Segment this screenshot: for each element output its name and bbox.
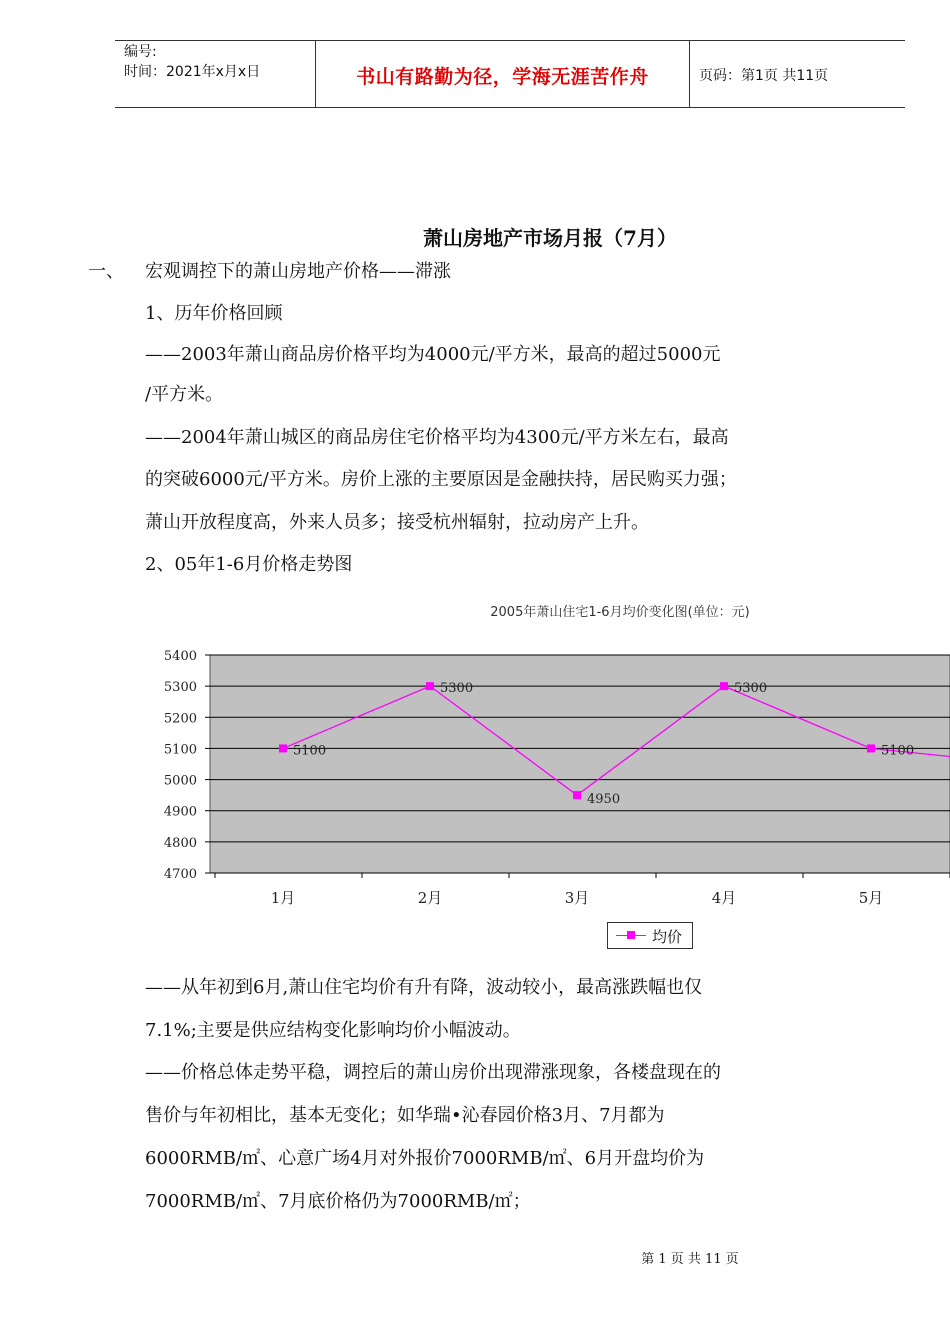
doc-title: 萧山房地产市场月报（7月） <box>423 226 677 250</box>
data-point <box>426 682 434 690</box>
paragraph-4-line-3: 6000RMB/㎡、心意广场4月对外报价7000RMB/㎡、6月开盘均价为 <box>145 1148 705 1169</box>
y-tick-label: 4700 <box>163 867 197 882</box>
paragraph-2-line-2: 的突破6000元/平方米。房价上涨的主要原因是金融扶持，居民购买力强； <box>145 469 737 490</box>
y-tick-label: 5100 <box>163 742 197 758</box>
paragraph-3-line-1: ——从年初到6月,萧山住宅均价有升有降，波动较小，最高涨跌幅也仅 <box>145 977 703 998</box>
data-label: 5300 <box>440 681 474 697</box>
data-point <box>279 744 287 752</box>
y-tick-label: 5300 <box>163 680 197 696</box>
paragraph-3-line-2: 7.1%;主要是供应结构变化影响均价小幅波动。 <box>145 1020 521 1041</box>
subsection-1-title: 1、历年价格回顾 <box>145 303 283 324</box>
x-tick-label: 5月 <box>858 889 884 907</box>
x-tick-label: 2月 <box>417 889 443 907</box>
header-number-label: 编号: <box>124 44 157 60</box>
legend-label: 均价 <box>652 928 683 946</box>
y-tick-label: 4900 <box>163 804 197 820</box>
header-motto: 书山有路勤为径，学海无涯苦作舟 <box>356 66 649 88</box>
paragraph-4-line-1: ——价格总体走势平稳，调控后的萧山房价出现滞涨现象，各楼盘现在的 <box>145 1062 721 1083</box>
y-tick-label: 4800 <box>163 835 197 851</box>
section-1-title: 宏观调控下的萧山房地产价格——滞涨 <box>145 261 451 282</box>
y-tick-label: 5000 <box>163 773 197 789</box>
x-tick-label: 1月 <box>270 889 296 907</box>
section-1-number: 一、 <box>88 261 124 282</box>
x-tick-label: 4月 <box>711 889 737 907</box>
plot-area <box>210 655 950 873</box>
paragraph-4-line-2: 售价与年初相比，基本无变化；如华瑞•沁春园价格3月、7月都为 <box>145 1105 665 1126</box>
page-footer: 第 1 页 共 11 页 <box>641 1252 739 1267</box>
data-label: 5100 <box>881 743 915 759</box>
subsection-2-title: 2、05年1-6月价格走势图 <box>145 554 353 575</box>
x-tick-label: 3月 <box>564 889 590 907</box>
data-label: 5100 <box>293 743 327 759</box>
legend-square-marker-icon <box>627 931 635 939</box>
paragraph-2-line-3: 萧山开放程度高，外来人员多；接受杭州辐射，拉动房产上升。 <box>145 512 649 533</box>
data-label: 5300 <box>734 681 768 697</box>
data-point <box>573 791 581 799</box>
header-time-label: 时间：2021年x月x日 <box>124 64 261 80</box>
paragraph-1-line-2: /平方米。 <box>145 384 224 405</box>
data-point <box>720 682 728 690</box>
chart-legend <box>607 922 693 949</box>
data-point <box>867 744 875 752</box>
header-page-label: 页码：第1页 共11页 <box>699 68 829 84</box>
y-tick-label: 5400 <box>163 649 197 664</box>
data-label: 4950 <box>587 792 621 808</box>
paragraph-2-line-1: ——2004年萧山城区的商品房住宅价格平均为4300元/平方米左右，最高 <box>145 427 729 448</box>
paragraph-4-line-4: 7000RMB/㎡、7月底价格仍为7000RMB/㎡； <box>145 1191 531 1212</box>
y-tick-label: 5200 <box>163 711 197 727</box>
paragraph-1-line-1: ——2003年萧山商品房价格平均为4000元/平方米，最高的超过5000元 <box>145 344 721 365</box>
chart-title: 2005年萧山住宅1-6月均价变化图(单位：元) <box>490 605 750 620</box>
